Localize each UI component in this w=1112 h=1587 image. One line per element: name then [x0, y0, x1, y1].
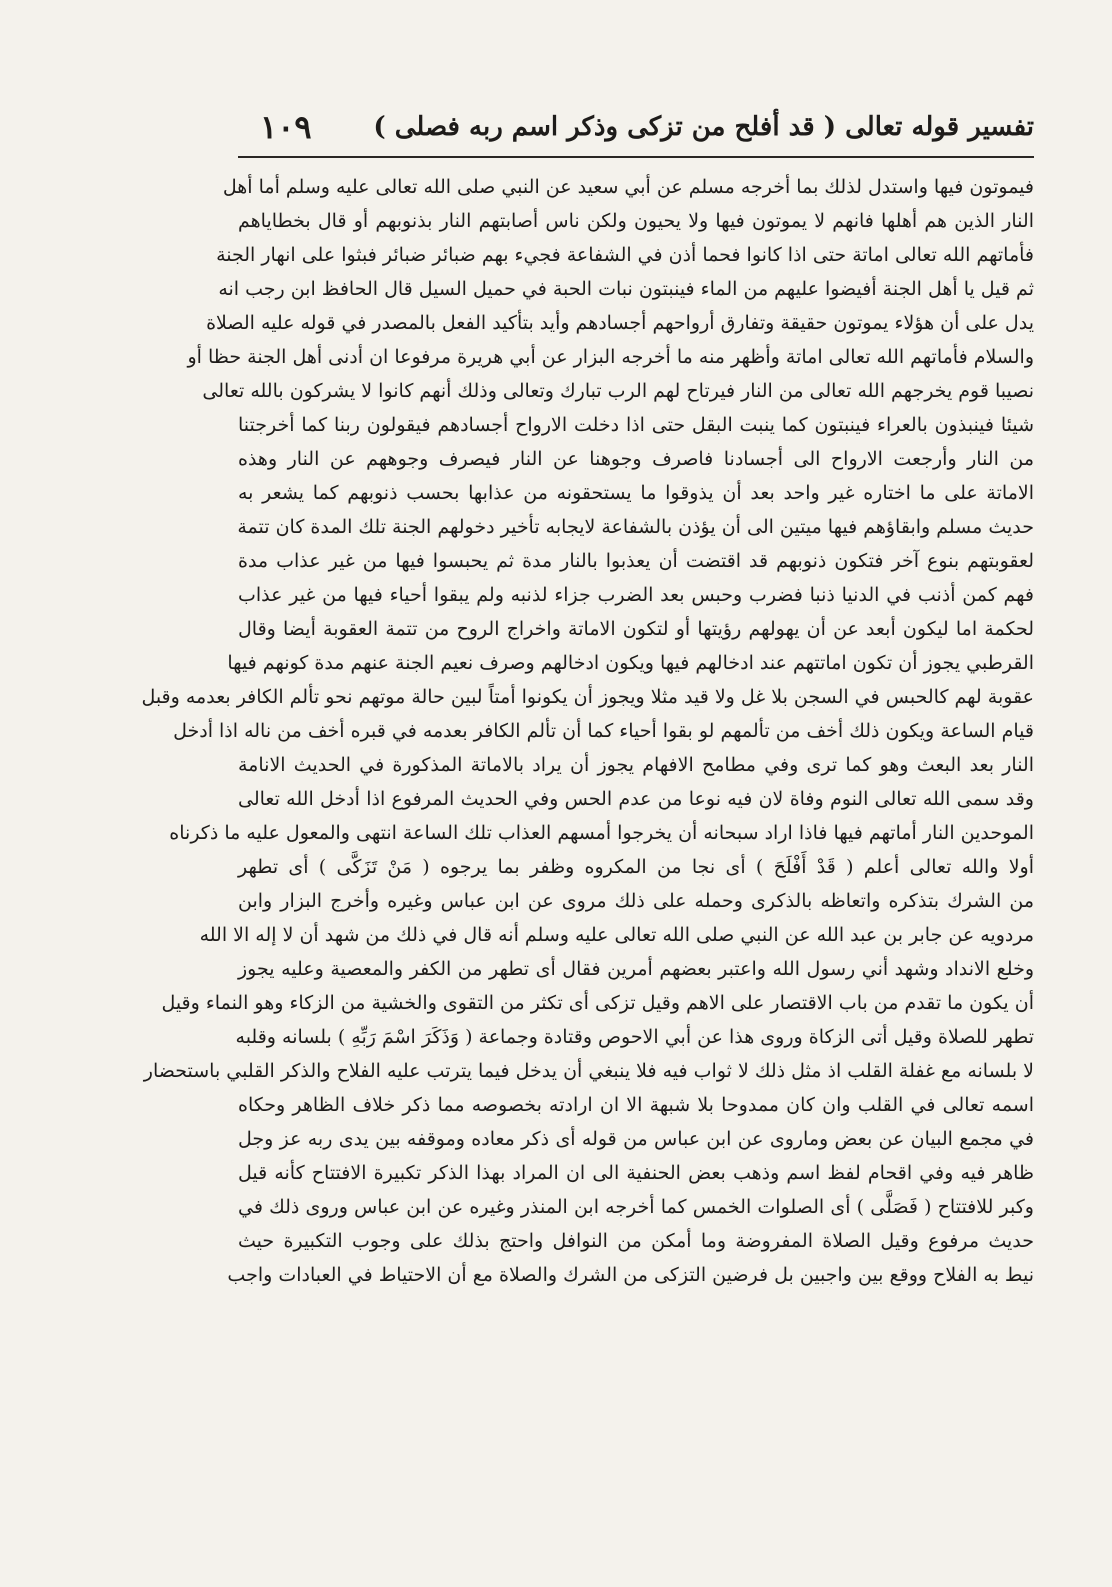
text-line: فيموتون فيها واستدل لذلك بما أخرجه مسلم عن أبي سعيد عن النبي صلى الله تعالى عليه وسلم أما أهل — [222, 176, 1034, 198]
text-line: من النار وأرجعت الارواح الى أجسادنا فاصرف وجوهنا عن النار فيصرف وجوههم عن النار وهذه — [238, 448, 1034, 470]
text-line: نصيبا قوم يخرجهم الله تعالى من النار فيرتاح لهم الرب تبارك وتعالى وذلك أنهم كانوا لا يشركون بالله تعالى — [202, 380, 1034, 402]
text-line: والسلام فأماتهم الله تعالى اماتة وأظهر منه ما أخرجه البزار عن أبي هريرة مرفوعا ان أدنى أهل الجنة حظا أو — [187, 346, 1034, 368]
text-line: وقد سمى الله تعالى النوم وفاة لان فيه نوعا من عدم الحس وفي الحديث المرفوع اذا أدخل الله تعالى — [238, 788, 1034, 810]
running-header — [238, 108, 1034, 152]
text-line: الموحدين النار أماتهم فيها فاذا اراد سبحانه أن يخرجوا أمسهم العذاب تلك الساعة انتهى والمعول عليه ما ذكرناه — [169, 822, 1034, 844]
text-line: نيط به الفلاح ووقع بين واجبين بل فرضين التزكى من الشرك والصلاة مع أن الاحتياط في العبادات واجب — [227, 1264, 1034, 1286]
text-line: لحكمة اما ليكون أبعد عن أن يهولهم رؤيتها أو لتكون الاماتة واخراج الروح من تتمة العقوبة أيضا وقال — [238, 618, 1034, 640]
text-line: أن يكون ما تقدم من باب الاقتصار على الاهم وقيل تزكى أى تكثر من التقوى والخشية من الزكاء وهو النماء وقيل — [161, 992, 1034, 1014]
header-rule — [238, 156, 1034, 158]
text-line: الاماتة على ما اختاره غير واحد بعد أن يذوقوا ما يستحقونه من عذابها بحسب ذنوبهم كما يشعر به — [238, 482, 1034, 504]
text-line: في مجمع البيان عن بعض وماروى عن ابن عباس من قوله أى ذكر معاده وموقفه بين يدى ربه عز وجل — [238, 1128, 1034, 1150]
text-line: تطهر للصلاة وقيل أتى الزكاة وروى هذا عن أبي الاحوص وقتادة وجماعة ( وَذَكَرَ اسْمَ رَبِّهِ ) بلسانه وقلبه — [235, 1026, 1034, 1048]
text-line: عقوبة لهم كالحبس في السجن بلا غل ولا قيد مثلا ويجوز أن يكونوا أمتاً لبين حالة موتهم نحو تألم الكافر بعدمه وقبل — [141, 686, 1034, 708]
text-line: النار بعد البعث وهو كما ترى وفي مطامح الافهام يجوز أن يراد بالاماتة المذكورة في الحديث الانامة — [238, 754, 1034, 776]
text-line: مردويه عن جابر بن عبد الله عن النبي صلى الله تعالى عليه وسلم أنه قال في ذلك من شهد أن لا إله الا الله — [199, 924, 1034, 946]
text-line: فهم كمن أذنب في الدنيا ذنبا فضرب وحبس بعد الضرب جزاء لذنبه ولم يبقوا أحياء فيها من غير عذاب — [238, 584, 1034, 606]
text-line: لا بلسانه مع غفلة القلب اذ مثل ذلك لا ثواب فيه فلا ينبغي أن يدخل فيما يترتب عليه الفلاح والذكر القلبي باستحضار — [143, 1060, 1034, 1082]
page-number: ١٠٩ — [260, 108, 312, 146]
text-line: القرطبي يجوز أن تكون اماتتهم عند ادخالهم فيها ويكون ادخالهم وصرف نعيم الجنة عنهم مدة كونهم فيها — [227, 652, 1034, 674]
header-title: تفسير قوله تعالى ( قد أفلح من تزكى وذكر اسم ربه فصلى ) — [373, 112, 1034, 142]
text-line: وخلع الانداد وشهد أني رسول الله واعتبر بعضهم أمرين فقال أى تطهر من الكفر والمعصية وعليه يجوز — [238, 958, 1034, 980]
text-line: اسمه تعالى في القلب وان كان ممدوحا بلا شبهة الا ان ارادته بخصوصه مما ذكر خلاف الظاهر وحكاه — [238, 1094, 1034, 1116]
text-line: ظاهر فيه وفي اقحام لفظ اسم وذهب بعض الحنفية الى ان المراد بهذا الذكر تكبيرة الافتتاح كأنه قيل — [238, 1162, 1034, 1184]
body-text — [141, 170, 1034, 1292]
text-line: لعقوبتهم بنوع آخر فتكون ذنوبهم قد اقتضت أن يعذبوا بالنار مدة ثم يحبسوا فيها من غير عذاب مدة — [238, 550, 1034, 572]
text-line: حديث مرفوع وقيل الصلاة المفروضة وما أمكن من النوافل واحتج بذلك على وجوب التكبيرة حيث — [238, 1230, 1034, 1252]
text-line: من الشرك بتذكره واتعاظه بالذكرى وحمله على ذلك مروى عن ابن عباس وغيره وأخرج البزار وابن — [238, 890, 1034, 912]
text-line: أولا والله تعالى أعلم ( قَدْ أَفْلَحَ ) أى نجا من المكروه وظفر بما يرجوه ( مَنْ تَزَكَّى ) أى تطهر — [238, 856, 1034, 878]
text-line: قيام الساعة ويكون ذلك أخف من تألمهم لو بقوا أحياء كما أن تألم الكافر بعدمه في قبره أخف من ناله اذا أدخل — [173, 720, 1034, 742]
text-line: يدل على أن هؤلاء يموتون حقيقة وتفارق أرواحهم أجسادهم وأيد بتأكيد الفعل بالمصدر في قوله عليه الصلاة — [206, 312, 1034, 334]
text-line: حديث مسلم وابقاؤهم فيها ميتين الى أن يؤذن بالشفاعة لايجابه تأخير دخولهم الجنة تلك المدة كان تتمة — [237, 516, 1034, 538]
text-line: فأماتهم الله تعالى اماتة حتى اذا كانوا فحما أذن في الشفاعة فجيء بهم ضبائر ضبائر فبثوا على انهار الجنة — [216, 244, 1034, 266]
text-line: ثم قيل يا أهل الجنة أفيضوا عليهم من الماء فينبتون نبات الحبة في حميل السيل قال الحافظ ابن رجب انه — [218, 278, 1034, 300]
text-line: وكبر للافتتاح ( فَصَلَّى ) أى الصلوات الخمس كما أخرجه ابن المنذر وغيره عن ابن عباس وروى ذلك في — [238, 1196, 1034, 1218]
text-line: شيئا فينبذون بالعراء فينبتون كما ينبت البقل حتى اذا دخلت الارواح أجسادهم فيقولون ربنا كما أخرجتنا — [238, 414, 1034, 436]
text-line: النار الذين هم أهلها فانهم لا يموتون فيها ولا يحيون ولكن ناس أصابتهم النار بذنوبهم أو قال بخطاياهم — [238, 210, 1034, 232]
